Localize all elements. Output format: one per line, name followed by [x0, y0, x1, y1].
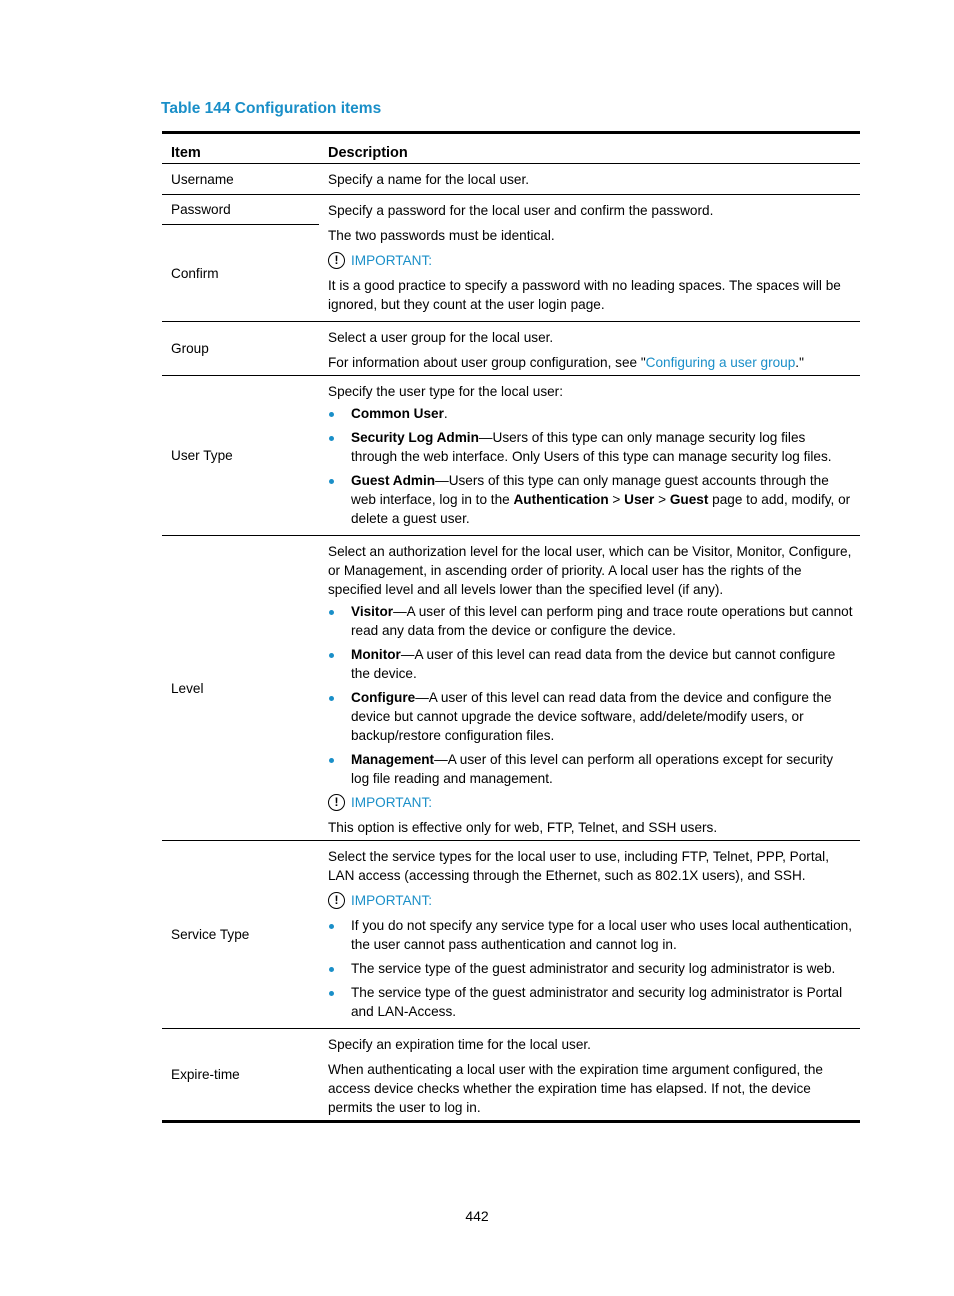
item-username: Username: [171, 171, 234, 187]
header-item: Item: [171, 144, 201, 161]
bullet-dot: [329, 412, 334, 417]
bullet-text: —A user of this level can read data from the device but cannot configure the device.: [351, 647, 836, 681]
desc-group: [319, 322, 860, 376]
table-row: [162, 1029, 860, 1122]
bold-term: Management: [351, 752, 435, 767]
bullet-text: .: [443, 406, 448, 421]
table-header-row: [162, 133, 860, 164]
table-row: [162, 164, 860, 195]
bullet-dot: [329, 436, 334, 441]
item-password: Password: [162, 195, 319, 225]
table-row: [162, 195, 860, 225]
bold-term: Guest Admin: [351, 473, 436, 488]
bullet-dot: [329, 924, 334, 929]
table-row: [162, 536, 860, 841]
separator: >: [654, 492, 670, 507]
bold-term: Visitor: [351, 604, 394, 619]
list-item: [328, 471, 854, 528]
bold-term: Monitor: [351, 647, 401, 662]
desc-password: Specify a password for the local user and confirm the password.: [328, 203, 714, 218]
expire-desc-2: When authenticating a local user with the expiration time argument configured, the access device checks whether the expiration time has elapsed. If not, the device permits the user to log in.: [328, 1062, 823, 1115]
bullet-text: —A user of this level can read data from the device and configure the device but cannot upgrade the device software, add/delete/modify users, or backup/restore configuration files.: [351, 690, 832, 743]
bold-term: Security Log Admin: [351, 430, 479, 445]
bullet-dot: [329, 653, 334, 658]
bullet-dot: [329, 758, 334, 763]
bold-term: Guest: [669, 492, 709, 507]
bold-term: User: [624, 492, 655, 507]
configuring-user-group-link[interactable]: Configuring a user group: [645, 355, 796, 370]
bullet-dot: [329, 479, 334, 484]
group-desc-1: Select a user group for the local user.: [328, 330, 554, 345]
item-expire-time: Expire-time: [171, 1067, 240, 1082]
desc-username: Specify a name for the local user.: [328, 172, 529, 187]
table-row: [162, 322, 860, 376]
bullet-text: —A user of this level can perform all operations except for security log file reading and management.: [351, 752, 834, 786]
desc-service-type: [319, 841, 860, 1029]
important-note-level: [328, 793, 854, 812]
header-description: Description: [328, 144, 408, 161]
list-item: [328, 645, 854, 683]
user-type-list: [328, 404, 854, 528]
page-number: 442: [465, 1208, 489, 1224]
important-label: IMPORTANT:: [351, 253, 433, 268]
bullet-text: —Users of this type can only manage security log files through the web interface. Only Users of this type can manage security log files.: [351, 430, 832, 464]
bullet-text: If you do not specify any service type for a local user who uses local authentication, the user cannot pass authentication and cannot log in.: [351, 918, 852, 952]
list-item: [328, 688, 854, 745]
bullet-dot: [329, 967, 334, 972]
list-item: [328, 428, 854, 466]
bold-term: Common User: [351, 406, 444, 421]
service-type-intro: Select the service types for the local user to use, including FTP, Telnet, PPP, Portal, LAN access (accessing through the Ethernet, such as 802.1X users), and SSH.: [328, 849, 829, 883]
list-item: [328, 404, 854, 423]
group-desc-2: [328, 353, 854, 372]
important-note-service: [328, 891, 854, 910]
list-item: [328, 916, 854, 954]
table-caption: Table 144 Configuration items: [161, 100, 382, 117]
bullet-text: The service type of the guest administrator and security log administrator is web.: [351, 961, 836, 976]
list-item: [328, 602, 854, 640]
list-item: [328, 983, 854, 1021]
item-user-type: User Type: [171, 448, 233, 463]
bullet-text: page to add, modify, or delete a guest user.: [351, 492, 851, 526]
table-row: [162, 841, 860, 1029]
level-note-text: This option is effective only for web, FTP, Telnet, and SSH users.: [328, 820, 718, 835]
level-list: [328, 602, 854, 788]
list-item: [328, 959, 854, 978]
confirm-note-text: It is a good practice to specify a password with no leading spaces. The spaces will be ignored, but they count at the user login page.: [328, 278, 841, 312]
important-note-confirm: [328, 251, 854, 270]
important-icon: !: [328, 252, 345, 269]
bullet-text: —A user of this level can perform ping and trace route operations but cannot read any data from the device or configure the device.: [351, 604, 853, 638]
desc-confirm: The two passwords must be identical.: [328, 228, 555, 243]
desc-user-type: [319, 376, 860, 536]
list-item: [328, 750, 854, 788]
level-intro: Select an authorization level for the local user, which can be Visitor, Monitor, Configure, or Management, in ascending order of priority. A local user has the rights of the specified level and all levels lower than the specified level (if any).: [328, 544, 852, 597]
item-level: Level: [171, 680, 204, 696]
bullet-dot: [329, 991, 334, 996]
table-row: [162, 376, 860, 536]
configuration-table: [162, 131, 860, 1123]
bullet-text: The service type of the guest administrator and security log administrator is Portal and LAN-Access.: [351, 985, 843, 1019]
service-type-list: [328, 916, 854, 1021]
group-desc-2-post: .": [795, 355, 804, 370]
desc-expire-time: [319, 1029, 860, 1122]
item-confirm: Confirm: [171, 265, 219, 281]
important-icon: !: [328, 794, 345, 811]
separator: >: [608, 492, 625, 507]
user-type-intro: Specify the user type for the local user:: [328, 384, 563, 399]
item-group: Group: [171, 341, 209, 356]
desc-password-confirm: [319, 195, 860, 322]
desc-level: [319, 536, 860, 841]
bullet-dot: [329, 696, 334, 701]
bold-term: Configure: [351, 690, 416, 705]
bullet-text: —Users of this type can only manage guest accounts through the web interface, log in to the: [351, 473, 829, 507]
bold-term: Authentication: [513, 492, 609, 507]
group-desc-2-pre: For information about user group configuration, see ": [328, 355, 646, 370]
bullet-dot: [329, 610, 334, 615]
item-service-type: Service Type: [171, 927, 250, 942]
expire-desc-1: Specify an expiration time for the local user.: [328, 1037, 591, 1052]
important-icon: !: [328, 892, 345, 909]
important-label: IMPORTANT:: [351, 795, 433, 810]
important-label: IMPORTANT:: [351, 893, 433, 908]
